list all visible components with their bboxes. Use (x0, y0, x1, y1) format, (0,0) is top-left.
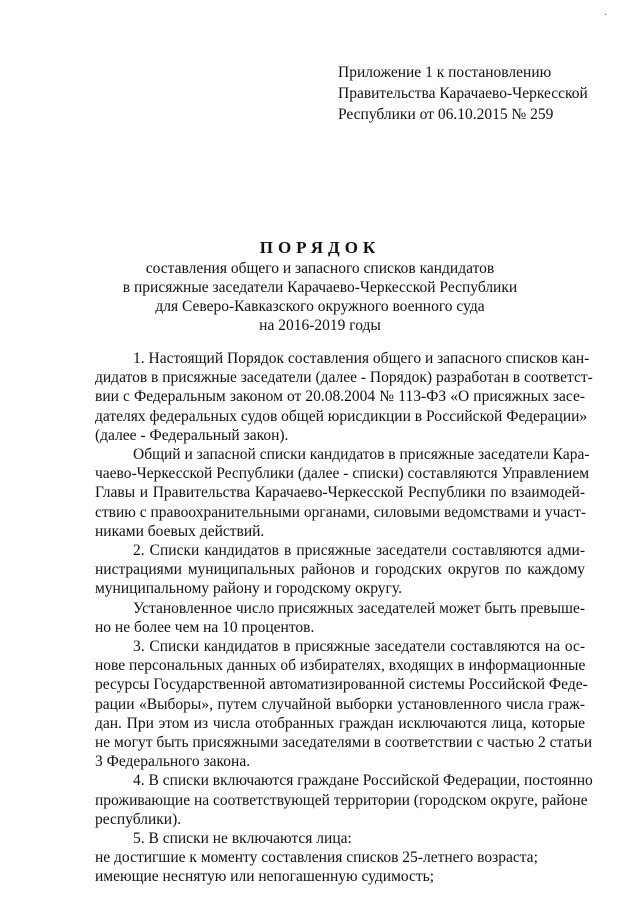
body-line: 3. Списки кандидатов в присяжные заседатели составляются на ос- (133, 638, 585, 656)
body-line: нистрациями муниципальных районов и городских округов по каждому (95, 561, 585, 579)
appendix-line: Республики от 06.10.2015 № 259 (338, 106, 554, 123)
subtitle-line: на 2016-2019 годы (259, 317, 381, 334)
body-line: дан. При этом из числа отобранных граждан исключаются лица, которые (95, 714, 585, 732)
body-line: муниципальному району и городскому округу. (95, 580, 402, 598)
subtitle-line: составления общего и запасного списков кандидатов (145, 260, 495, 277)
appendix-line: Правительства Карачаево-Черкесской (338, 85, 588, 102)
scan-mark: · (604, 10, 608, 21)
body-line: 4. В списки включаются граждане Российской Федерации, постоянно (133, 772, 593, 790)
subtitle-line: для Северо-Кавказского окружного военного суда (155, 298, 485, 315)
appendix-line: Приложение 1 к постановлению (338, 64, 552, 81)
body-line: вии с Федеральным законом от 20.08.2004 № 113-ФЗ «О присяжных засе- (95, 388, 585, 406)
body-line: 5. В списки не включаются лица: (133, 830, 352, 848)
body-line: республики). (95, 810, 182, 828)
body-line: 1. Настоящий Порядок составления общего и запасного списков кан- (133, 350, 590, 367)
body-line: Главы и Правительства Карачаево-Черкесской Республики по взаимодей- (95, 484, 585, 502)
body-line: не достигшие к моменту составления списков 25-летнего возраста; (95, 849, 538, 867)
body-line: (далее - Федеральный закон). (95, 426, 289, 444)
body-line: нове персональных данных об избирателях, входящих в информационные (95, 657, 586, 675)
body-line: имеющие неснятую или непогашенную судимость; (95, 868, 435, 886)
body-line: рации «Выборы», путем случайной выборки установленного числа граж- (95, 695, 585, 713)
appendix-header (338, 62, 618, 125)
body-line: никами боевых действий. (95, 522, 265, 540)
body-line: Общий и запасной списки кандидатов в присяжные заседатели Кара- (133, 446, 590, 464)
body-line: дидатов в присяжные заседатели (далее - Порядок) разработан в соответст- (95, 369, 593, 387)
body-line: ствию с правоохранительными органами, силовыми ведомствами и участ- (95, 503, 587, 521)
body-line: чаево-Черкесской Республики (далее - списки) составляются Управлением (95, 465, 590, 483)
document-title-block (0, 237, 640, 335)
body-line: 3 Федерального закона. (95, 753, 251, 771)
body-line: но не более чем на 10 процентов. (95, 618, 315, 636)
subtitle-line: в присяжные заседатели Карачаево-Черкесской Республики (122, 279, 518, 296)
body-line: проживающие на соответствующей территории (городском округе, районе (95, 791, 588, 809)
body-line: не могут быть присяжными заседателями в соответствии с частью 2 статьи (95, 734, 593, 752)
body-line: Установленное число присяжных заседателей может быть превыше- (133, 599, 586, 617)
document-body (95, 349, 593, 887)
body-line: ресурсы Государственной автоматизированной системы Российской Феде- (95, 676, 588, 694)
body-line: дателях федеральных судов общей юрисдикции в Российской Федерации» (95, 407, 588, 425)
document-title: ПОРЯДОК (259, 238, 381, 257)
body-line: 2. Списки кандидатов в присяжные заседатели составляются адми- (133, 542, 585, 560)
